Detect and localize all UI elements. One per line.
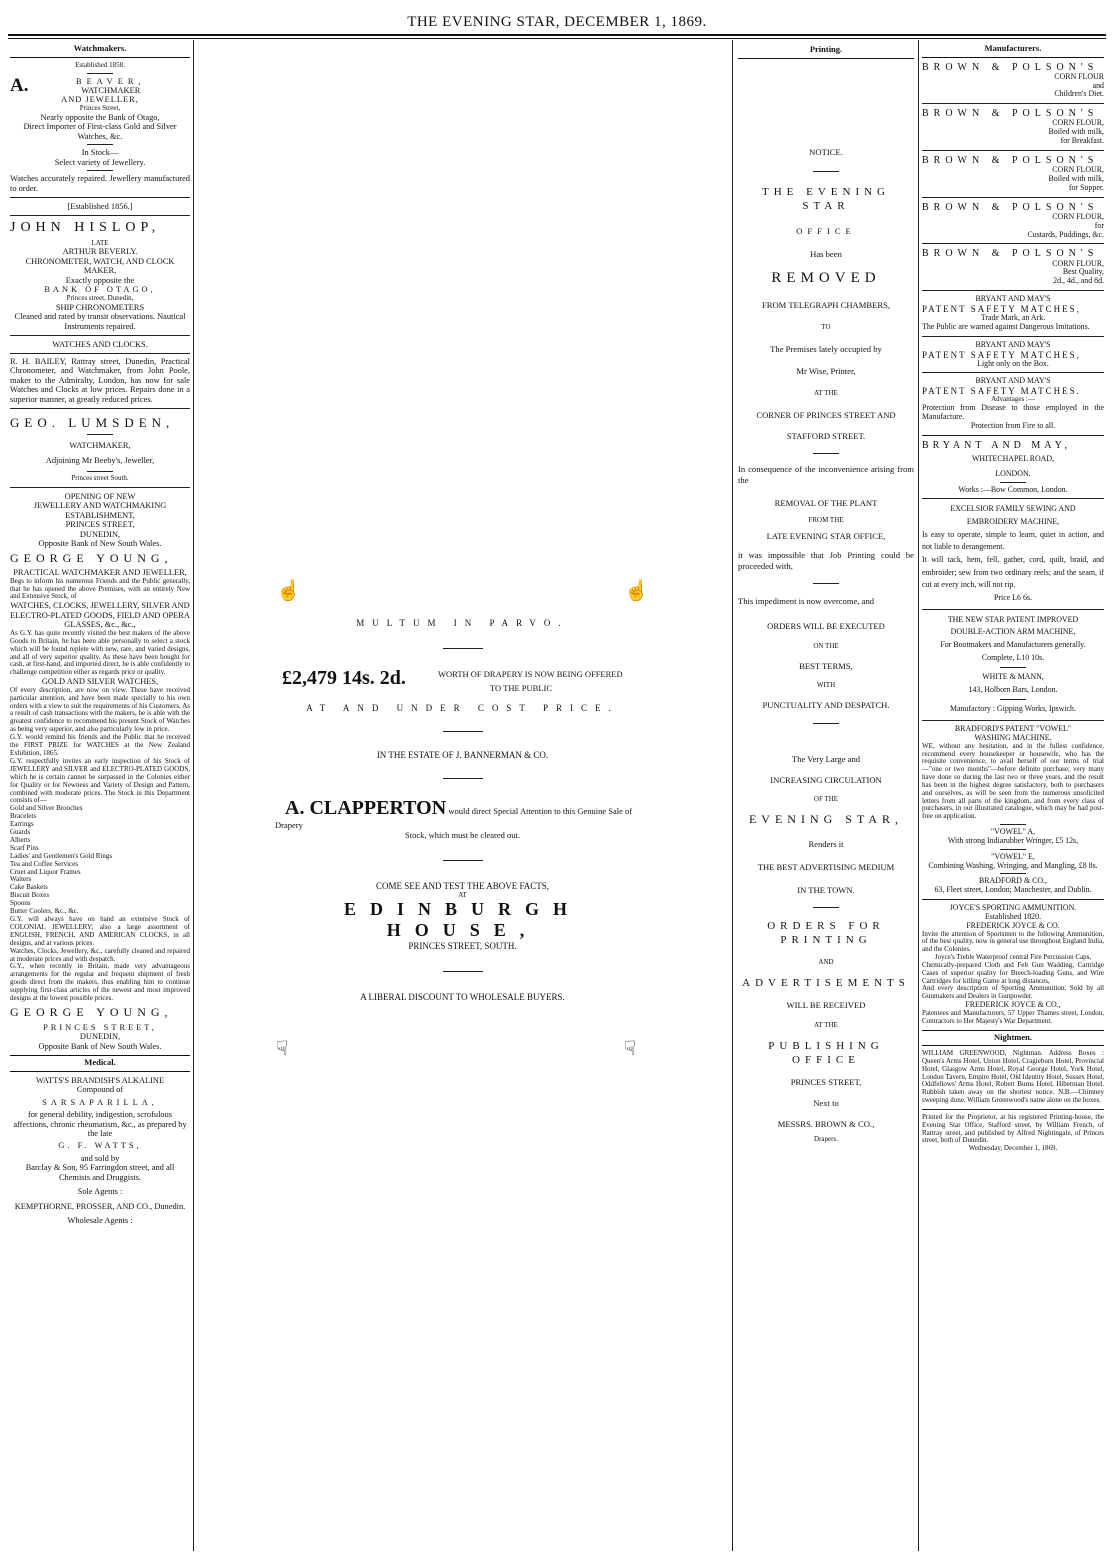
ad-text: ARTHUR BEVERLY. [62,247,138,257]
ad-text: BRYANT AND MAY'S [975,339,1051,349]
list-item: Bracelets [10,812,37,821]
ad-text: Protection from Fire to all. [970,420,1056,430]
ad-text: PRINCES STREET, [790,1077,862,1088]
ad-text: Protection from Disease to those employed in the Manufacture. [922,403,1104,422]
ad-heading: WATCHES AND CLOCKS. [52,340,148,350]
ad-clapperton [275,570,650,1002]
ad-lumsden [10,412,190,484]
ad-text: JEWELLERY AND WATCHMAKING ESTABLISHMENT, [33,501,167,520]
ad-text: Light only on the Box. [977,358,1049,368]
ad-text: AT [458,891,467,899]
ad-name: PATENT SAFETY MATCHES, [922,303,1081,314]
ad-text: WE, without any hesitation, and in the fullest confidence, recommend every housekeeper or housewife, who has the requisite convenience, to avail herself of our terms of trial—"one or two months"—before definite purchase; very many have done so during the last two or three years, and the result has been in the highest degree satisfactory, both to purchasers and ourselves, as will be seen from the numerous unsolicited letters from all parts of the kingdom, and from every class of purchasers, in our illustrated catalogue, which may be had post-free on application. [922,741,1104,821]
ad-text: OPENING OF NEW [64,491,136,501]
ad-text: CORN FLOUR, [1052,258,1104,268]
ad-name: REMOVED [771,270,881,287]
list-item: Alberts [10,835,31,844]
ad-name: BROWN & POLSON'S [922,108,1099,120]
list-item: Cake Baskets [10,883,48,892]
ad-text: AT AND UNDER COST PRICE. [306,703,619,713]
ad-text: Boiled with milk, [1048,173,1104,183]
drop-cap: A. [10,74,29,96]
ad-text: Patentees and Manufacturers, 57 Upper Thames street, London, Contractors to Her Majesty's War Department. [922,1008,1104,1025]
section-heading: Printing. [738,42,914,59]
ad-text: A LIBERAL DISCOUNT TO WHOLESALE BUYERS. [360,992,565,1002]
ad-text: BEST TERMS, [799,660,853,671]
ad-text: FREDERICK JOYCE & CO. [966,920,1060,930]
ad-text: REMOVAL OF THE PLANT [774,497,878,508]
ad-heading: MULTUM IN PARVO. [356,618,569,628]
ad-text: CHRONOMETER, WATCH, AND CLOCK MAKER, [25,256,175,276]
ad-name: PATENT SAFETY MATCHES. [922,386,1081,397]
ad-text: Combining Washing, Wringing, and Mangling, £8 8s. [928,860,1098,870]
ad-text: Barclay & Son, 95 Farringdon street, and all Chemists and Druggists. [25,1163,175,1182]
ad-text: This impediment is now overcome, and [738,596,875,607]
ad-bryant-may [922,294,1104,333]
ad-text: and sold by [80,1153,120,1163]
ad-text: EMBROIDERY MACHINE, [966,517,1060,527]
ad-text: Trade Mark, an Ark. [980,313,1046,323]
ad-text: Works :—Bow Common, London. [958,484,1068,494]
ad-text: Best Quality, [1062,267,1104,277]
ad-text: CORN FLOUR, [1052,165,1104,175]
ad-text: for Supper. [1068,182,1104,192]
ad-text: Drapers. [814,1135,838,1144]
ad-text: Begs to inform his numerous Friends and the Public generally, that he has opened the above Premises, with an entirely New and Extensive Stock, of [10,576,190,601]
ad-name: GEO. LUMSDEN, [10,415,175,431]
ad-brown-polson [922,107,1104,147]
ad-text: Opposite Bank of New South Wales. [38,539,162,549]
ad-text: Wednesday, December 1, 1869. [968,1144,1058,1153]
ad-text: LATE EVENING STAR OFFICE, [766,531,886,542]
ad-brown-polson [922,61,1104,101]
ad-text: FROM TELEGRAPH CHAMBERS, [761,300,891,311]
ad-text: WILL BE RECEIVED [786,1000,866,1011]
ad-vowel [922,724,1104,896]
ad-text: CORNER OF PRINCES STREET AND [756,409,896,420]
ad-text: TO THE PUBLIC [490,683,553,693]
ad-text: WITH [816,681,836,690]
ad-text: Joyce's Treble Waterproof central Fire Percussion Caps, [934,953,1092,962]
ad-text: The Very Large and [791,753,861,764]
ad-text: Children's Diet. [1054,89,1104,99]
ad-text: G.Y. would remind his friends and the Public that he received the FIRST PRIZE for WATCHES at the New Zealand Exhibition, 1865. [10,733,190,757]
ad-text: 143, Holborn Bars, London. [968,684,1058,694]
ad-text: DUNEDIN, [79,529,121,539]
ad-text: "VOWEL" E, [991,851,1035,861]
ad-name: BRYANT AND MAY, [922,439,1072,451]
ad-text: WASHING MACHINE. [974,732,1052,742]
ad-bailey [10,339,190,405]
masthead-rule [8,34,1106,36]
stock-list [10,805,190,916]
ad-text: AT THE [814,1021,838,1029]
ad-text: Of every description, are now on view. These have received particular attention, and have been made specially to his own orders with a view to suit the requirements of his Customers. As a result of cash transactions with the makers, he is able with the greatest confidence to recommend his present Stock of Watches as being very superior, and also particularly low in price. [10,685,190,734]
ad-text: Custards, Puddings, &c. [1027,229,1104,239]
ad-name: JOHN HISLOP, [10,219,161,235]
ad-text: WHITECHAPEL ROAD, [971,453,1055,463]
column-printing [738,42,914,1144]
ad-text: Renders it [808,839,844,850]
pointing-hand-icon: ☝ [276,580,301,602]
ad-text: Established 1858. [75,60,125,69]
ad-text: WILLIAM GREENWOOD, Nightman. Address Boxes : Queen's Arms Hotel, Union Hotel, Cragieburn Hotel, Provincial Hotel, Glasgow Arms Hotel, Royal George Hotel, York Hotel, London Tavern, Empire Hotel, Old Identity Hotel, Sussex Hotel, Oddfellows' Arms Hotel, Robert Burns Hotel, Hibernian Hotel. Rubbish taken away on the shortest notice. N.B.—Chimney sweeping done. William Greenwood's name alone on the boxes. [922,1049,1104,1105]
ad-text: And every description of Sporting Ammunition. Sold by all Gunmakers and Dealers in Gunpowder. [922,984,1104,1001]
ad-text: Opposite Bank of New South Wales. [38,1041,162,1051]
ad-text: Compound of [76,1085,124,1095]
ad-text: OFFICE [796,225,856,236]
ad-text: PRACTICAL WATCHMAKER AND JEWELLER, [13,568,187,578]
ad-name: BEAVER, [75,76,146,86]
ad-text: FREDERICK JOYCE & CO., [965,1000,1061,1010]
ad-text: Wholesale Agents : [67,1216,133,1226]
ad-watts [10,1075,190,1227]
ad-text: R. H. BAILEY, Rattray street, Dunedin, Practical Chronometer, and Watchmaker, from John Poole, maker to the Admiralty, London, has now for sale Watches and Clocks at low prices. Repairs done in a superior manner, at greatly reduced prices. [10,356,190,404]
ad-text: and [1092,80,1104,90]
imprint [922,1113,1104,1154]
ad-name: EXCELSIOR FAMILY SEWING AND [950,504,1076,514]
section-heading: Watchmakers. [10,42,190,58]
ad-text: G.Y. respectfully invites an early inspection of his Stock of JEWELLERY and SILVER and ELECTRO-PLATED GOODS, which he is certain cannot be surpassed in the Colonies either for Quality or for Newness and Variety of Design and Pattern, combined with moderate prices. The Stock in this Department consists of— [10,756,190,805]
ad-text: would direct Special Attention to this Genuine Sale of Drapery [275,806,633,830]
ad-text: Princes street, Dunedin, [66,293,134,302]
ad-text: DOUBLE-ACTION ARM MACHINE, [950,627,1076,637]
ad-text: KEMPTHORNE, PROSSER, AND CO., Dunedin. [14,1201,186,1211]
ad-name: BROWN & POLSON'S [922,61,1099,73]
ad-text: For Bootmakers and Manufacturers generally. [940,639,1086,649]
ad-text: In Stock— [81,148,119,158]
column-divider [918,40,919,1551]
column-manufacturers [922,42,1104,1154]
ad-text: Next to [813,1097,839,1108]
ad-name: EDINBURGH HOUSE, [343,899,581,940]
ad-name: BRADFORD'S PATENT "VOWEL" [954,724,1072,734]
ad-bryant-may [922,376,1104,431]
ad-text: The Public are warned against Dangerous Imitations. [922,321,1090,331]
ad-text: Manufactory : Gipping Works, Ipswich. [950,704,1076,714]
price-text: Price L6 6s. [994,592,1032,602]
ad-text: ON THE [813,641,839,650]
ad-text: Boiled with milk, [1048,127,1104,137]
ad-text: it was impossible that Job Printing could be proceeded with, [738,549,914,571]
ad-text: CORN FLOUR [1054,71,1104,81]
column-watchmakers [10,42,190,1227]
ad-text: GOLD AND SILVER WATCHES, [41,677,159,687]
ad-text: IN THE TOWN. [797,884,855,895]
ad-text: 63, Fleet street, London; Manchester, and Dublin. [934,885,1092,895]
ad-text: WATCHMAKER [81,85,141,95]
ad-text: Watches, Clocks, Jewellery, &c., carefully cleaned and repaired at moderate prices and with despatch. [10,946,190,963]
ad-text: PRINCES STREET, [65,520,135,530]
ad-text: G. F. WATTS, [58,1141,142,1151]
column-divider [193,40,194,1551]
ad-text: CORN FLOUR, [1052,211,1104,221]
ad-text: BRADFORD & CO., [979,876,1047,886]
ad-text: COME SEE AND TEST THE ABOVE FACTS, [375,881,550,891]
ad-text: Stock, which must be cleared out. [405,830,520,840]
ad-beaver [10,61,190,195]
column-divider [732,40,733,1551]
ad-text: Is easy to operate, simple to learn, quiet in action, and not liable to derangement. [922,529,1104,552]
ad-text: It will tack, hem, fell, gather, cord, quilt, braid, and embroider; sew from two ordinary reels; and the seam, if cut at every inch, will not rip. [922,555,1104,590]
ad-name: BROWN & POLSON'S [922,154,1099,166]
ad-text: IN THE ESTATE OF J. BANNERMAN & CO. [376,750,549,760]
ad-text: Exactly opposite the [65,275,135,285]
ad-text: THE BEST ADVERTISING MEDIUM [757,861,895,872]
ad-text: BRYANT AND MAY'S [975,294,1051,304]
ad-name: THE NEW STAR PATENT IMPROVED [947,614,1079,624]
ad-name: PUBLISHING OFFICE [768,1039,884,1066]
ad-text: for Breakfast. [1060,136,1104,146]
ad-name: EVENING STAR, [748,812,904,827]
ad-text: Has been [810,248,842,259]
ad-text: AND JEWELLER, [61,95,139,105]
ad-text: Direct Importer of First-class Gold and Silver Watches, &c. [23,122,177,141]
ad-name: JOYCE'S SPORTING AMMUNITION. [949,903,1077,913]
ad-text: G.Y., when recently in Britain, made very advantageous arrangements for the regular and frequent shipment of fresh goods direct from the makers, thus enabling him to continue supplying first-class articles of the newest and most improved designs at the lowest possible prices. [10,962,190,1003]
list-item: Scarf Pins [10,843,39,852]
ad-text: SHIP CHRONOMETERS [55,302,145,312]
ad-text: Princes street South. [71,473,129,482]
ad-text: "VOWEL" A, [990,827,1036,837]
list-item: Cruet and Liquor Frames [10,867,81,876]
ad-text: Invite the attention of Sportsmen to the following Ammunition, of the best quality, now in general use throughout England India, and the Colonies. [922,929,1104,954]
ad-name: ORDERS FOR PRINTING [767,920,885,947]
list-item: Butter Coolers, &c., &c. [10,907,79,916]
ad-text: PRINCES STREET, SOUTH. [408,941,517,951]
ad-text: Established 1820. [984,911,1042,921]
list-item: Gold and Silver Brooches [10,804,83,813]
pointing-hand-icon: ☟ [624,1038,637,1060]
ad-name: PATENT SAFETY MATCHES, [922,349,1081,360]
ad-text: Watches accurately repaired. Jewellery manufactured to order. [10,174,190,193]
list-item: Waiters [10,875,32,884]
ad-text: TO [821,322,831,331]
ad-new-star [922,613,1104,717]
ad-text: for general debility, indigestion, scrofulous affections, chronic rheumatism, &c., as prepared by the late [13,1110,187,1138]
price-text: Complete, L10 10s. [981,652,1045,662]
ad-text: Adjoining Mr Beeby's, Jeweller, [45,456,155,466]
ad-bryant-may [922,340,1104,370]
ad-greenwood [922,1049,1104,1106]
ad-bryant-may [922,439,1104,496]
section-heading: Manufacturers. [922,42,1104,58]
ad-text: MESSRS. BROWN & CO., [777,1118,875,1129]
list-item: Spoons [10,899,31,908]
ad-text: OF THE [813,795,839,804]
ad-text: G.Y. will always have on hand an extensive Stock of COLONIAL JEWELLERY; also a large assortment of ENGLISH, FRENCH, AND AMERICAN CLOCKS, in all designs, and at various prices. [10,915,190,947]
ad-text: CORN FLOUR, [1052,118,1104,128]
ad-text: WORTH OF DRAPERY IS NOW BEING OFFERED [438,669,623,679]
ad-text: Cleaned and rated by transit observations. Nautical Instruments repaired. [14,312,186,331]
ad-text: WHITE & MANN, [982,672,1044,682]
ad-brown-polson [922,154,1104,194]
ad-hislop [10,201,190,332]
ad-text: BANK OF OTAGO, [44,285,156,295]
price-text: £2,479 14s. 2d. [282,667,406,689]
ad-name: THE EVENING STAR [761,186,890,213]
ad-text: Select variety of Jewellery. [54,157,146,167]
pointing-hand-icon: ☝ [624,580,649,602]
ad-text: Printed for the Proprietor, at his registered Printing-house, the Evening Star Office, Stafford street, by William French, of Rattray street, and published by Alfred Nightingale, of Princes street, both of Dunedin. [922,1112,1104,1145]
ad-text: Mr Wise, Printer, [796,366,856,377]
ad-name: A. CLAPPERTON [285,797,447,819]
ad-brown-polson [922,201,1104,241]
ad-text: WATCHMAKER, [69,440,131,450]
ad-text: With strong Indiarubber Wringer, £5 12s, [947,835,1079,845]
ad-name: GEORGE YOUNG, [10,550,173,565]
list-item: Earrings [10,820,34,829]
ad-text: LONDON. [995,468,1031,478]
ad-young [10,491,190,1052]
ad-name: GEORGE YOUNG, [10,1004,173,1019]
ad-text: FROM THE [808,516,844,525]
ad-joyce [922,903,1104,1026]
ad-text: Chemically-prepared Cloth and Felt Gun Wadding, Cartridge Cases of superior quality for Breech-loading Guns, and Wire Cartridges for killing Game at long distances, [922,960,1104,985]
ad-name: BROWN & POLSON'S [922,201,1099,213]
ad-text: Princes Street, [79,103,121,112]
ad-text: AT THE [814,389,838,398]
ad-text: The Premises lately occupied by [770,343,882,354]
ad-text: STAFFORD STREET. [786,430,866,441]
list-item: Tea and Coffee Services [10,859,78,868]
ad-excelsior [922,502,1104,605]
section-heading: Medical. [10,1055,190,1072]
ad-text: ORDERS WILL BE EXECUTED [767,621,885,632]
ad-name: ADVERTISEMENTS [742,976,910,989]
ad-text: As G.Y. has quite recently visited the best makers of the above Goods in Britain, he has been able personally to select a stock which will be found replete with new, rare, and varied designs, and all of very superior quality. As these have been bought for cash, at first-hand, and imported direct, he is able confidently to challenge competition either as regards price or quality. [10,628,190,677]
ad-text: [Established 1856.] [67,202,133,212]
ad-text: WATCHES, CLOCKS, JEWELLERY, SILVER AND ELECTRO-PLATED GOODS, FIELD AND OPERA GLASSES, &c., &c., [10,601,190,630]
ad-text: Nearly opposite the Bank of Otago, [40,112,160,122]
ad-text: LATE [91,238,109,247]
masthead: THE EVENING STAR, DECEMBER 1, 1869. [407,14,707,30]
ad-text: PRINCES STREET, [43,1022,157,1032]
ad-text: In consequence of the inconvenience arising from the [738,464,914,485]
ad-text: WATTS'S BRANDISH'S ALKALINE [35,1075,165,1085]
ad-text: PUNCTUALITY AND DESPATCH. [762,700,890,711]
ad-text: 2d., 4d., and 8d. [1053,276,1104,286]
ad-text: BRYANT AND MAY'S [975,376,1051,386]
list-item: Biscuit Boxes [10,891,50,900]
pointing-hand-icon: ☟ [276,1038,289,1060]
ad-text: SARSAPARILLA, [42,1097,158,1107]
ad-text: INCREASING CIRCULATION [770,774,882,785]
list-item: Guards [10,828,31,837]
ad-text: for [1094,220,1104,230]
section-heading: Nightmen. [922,1030,1104,1047]
masthead-rule-thin [8,38,1106,39]
ad-name: BROWN & POLSON'S [922,248,1099,260]
ad-text: Advantages :— [991,395,1035,404]
ad-heading: NOTICE. [809,146,843,157]
ad-brown-polson [922,247,1104,287]
ad-text: AND [818,957,834,966]
list-item: Ladies' and Gentlemen's Gold Rings [10,851,113,860]
ad-text: Sole Agents : [77,1187,123,1197]
ad-text: DUNEDIN, [79,1032,121,1042]
